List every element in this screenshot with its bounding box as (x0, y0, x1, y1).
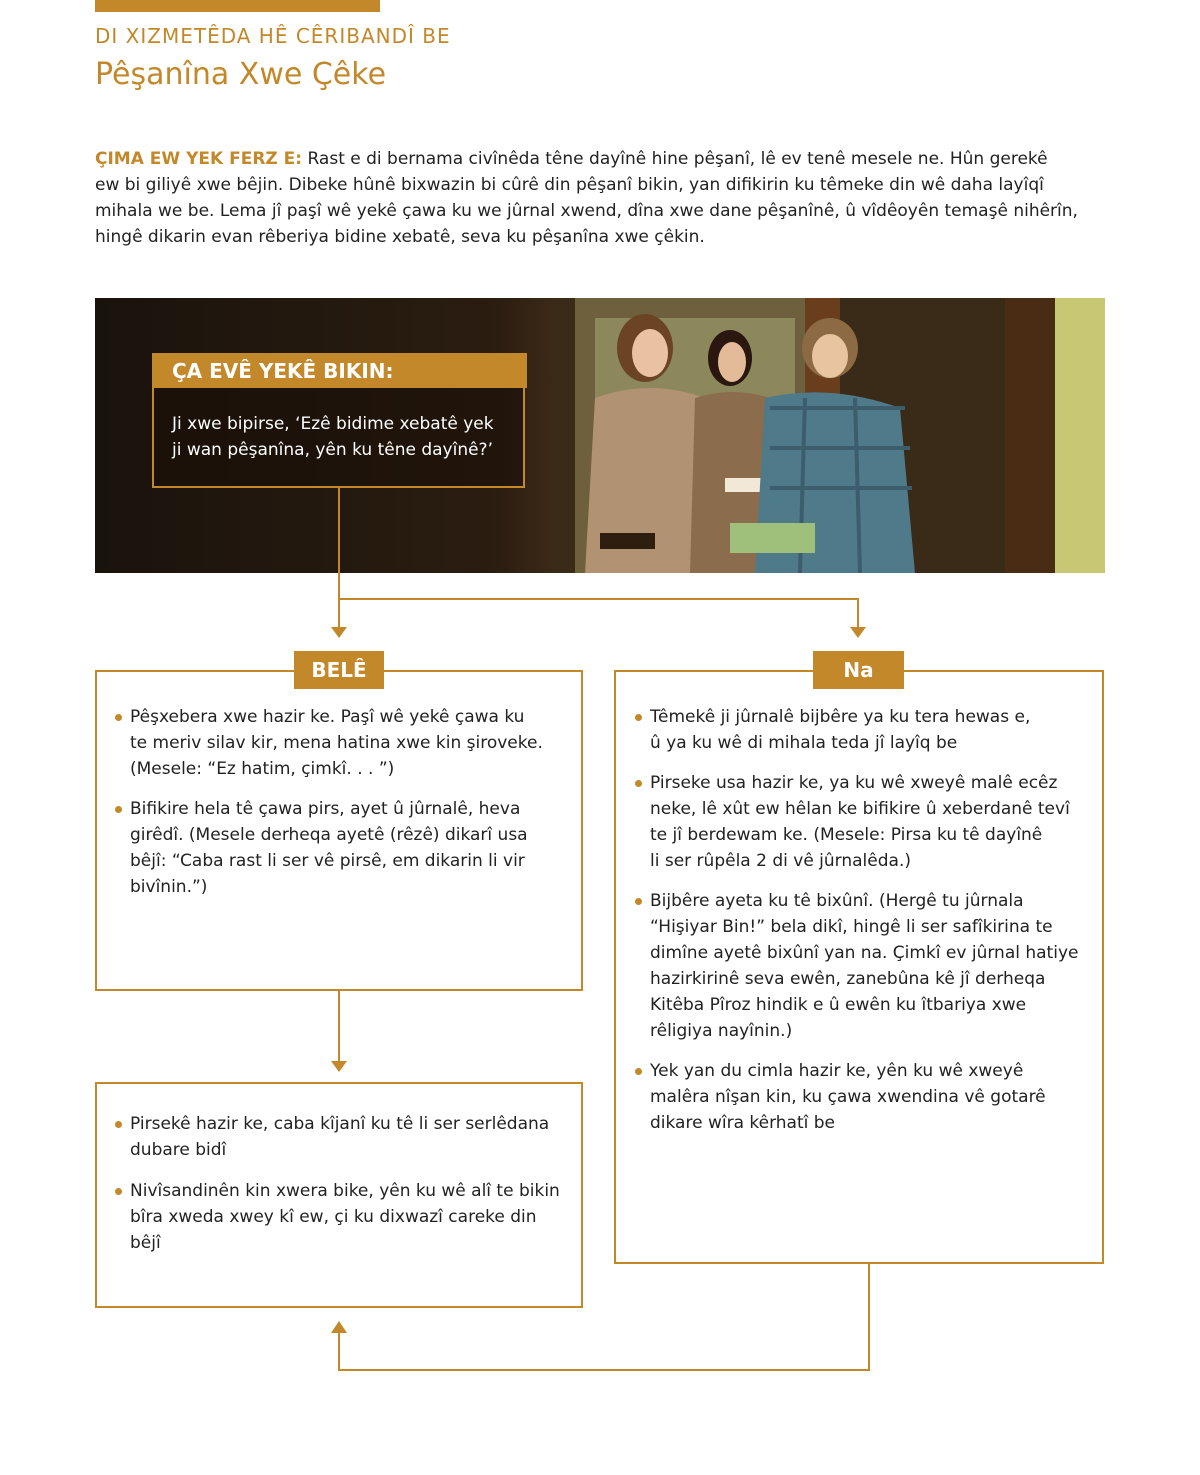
bullet-icon (635, 780, 642, 787)
no-item-4: Yek yan du cimla hazir ke, yên ku wê xweyê malêra nîşan kin, ku çawa xwendina vê gotarê dikare wîra kêrhatî be (650, 1058, 1090, 1136)
yes-tag: BELÊ (294, 651, 384, 689)
no-item-2: Pirseke usa hazir ke, ya ku wê xweyê malê ecêz neke, lê xût ew hêlan ke bifikire û xeberdanê tevî te jî berdewam ke. (Mesele: Pirsa ku tê dayînê li ser rûpêla 2 di vê jûrnalêda.) (650, 770, 1090, 874)
bullet-icon (115, 1188, 122, 1195)
bullet-icon (635, 1068, 642, 1075)
yes-item-2: Bifikire hela tê çawa pirs, ayet û jûrnalê, heva girêdî. (Mesele derheqa ayetê (rêzê) dikarî usa bêjî: “Caba rast li ser vê pirsê, em dikarin li vir bivînin.”) (130, 796, 570, 900)
bullet-icon (115, 714, 122, 721)
no-tag: Na (813, 651, 904, 689)
task-line-1: Ji xwe bipirse, ‘Ezê bidime xebatê yek (172, 414, 494, 434)
no-item-1: Têmekê ji jûrnalê bijbêre ya ku tera hewas e, û ya ku wê di mihala teda jî layîq be (650, 704, 1090, 756)
bullet-icon (115, 1121, 122, 1128)
bullet-icon (635, 714, 642, 721)
yes-list (130, 704, 570, 900)
bullet-icon (115, 806, 122, 813)
task-line-2: ji wan pêşanîna, yên ku têne dayînê?’ (172, 440, 493, 460)
bullet-icon (635, 898, 642, 905)
page-title: Pêşanîna Xwe Çêke (95, 57, 387, 92)
intro-line-1: Rast e di bernama civînêda têne dayînê hine pêşanî, lê ev tenê mesele ne. Hûn gerekê (307, 149, 1048, 169)
next-visit-list (130, 1111, 575, 1256)
no-list (650, 704, 1090, 1136)
next-item-2: Nivîsandinên kin xwera bike, yên ku wê alî te bikin bîra xweda xwey kî ew, çi ku dixwazî careke din bêjî (130, 1178, 575, 1256)
next-item-1: Pirsekê hazir ke, caba kîjanî ku tê li ser serlêdana dubare bidî (130, 1111, 575, 1163)
yes-item-1: Pêşxebera xwe hazir ke. Paşî wê yekê çawa ku te meriv silav kir, mena hatina xwe kin şiroveke. (Mesele: “Ez hatim, çimkî. . . ”) (130, 704, 570, 782)
no-item-3: Bijbêre ayeta ku tê bixûnî. (Hergê tu jûrnala “Hişiyar Bin!” bela dikî, hingê li ser safîkirina te dimîne ayetê bixûnî yan na. Çimkî ev jûrnal hatiye hazirkirinê seva ewên, zanebûna kê jî derheqa Kitêba Pîroz hindik e û ewên ku îtbariya xwe rêligiya nayînin.) (650, 888, 1090, 1044)
intro-line-4: hingê dikarin evan rêberiya bidine xebatê, seva ku pêşanîna xwe çêkin. (95, 227, 705, 247)
task-heading: ÇA EVÊ YEKÊ BIKIN: (152, 353, 527, 388)
intro-line-2: ew bi giliyê xwe bêjin. Dibeke hûnê bixwazin bi cûrê din pêşanî bikin, yan difikirin ku têmeke din wê daha layîqî (95, 175, 1044, 195)
section-kicker: DI XIZMETÊDA HÊ CÊRIBANDÎ BE (95, 24, 451, 48)
intro-line-3: mihala we be. Lema jî paşî wê yekê çawa ku we jûrnal xwend, dîna xwe dane pêşanînê, û vîdêoyên temaşê nihêrîn, (95, 201, 1078, 221)
intro-lead: ÇIMA EW YEK FERZ E: (95, 149, 303, 169)
